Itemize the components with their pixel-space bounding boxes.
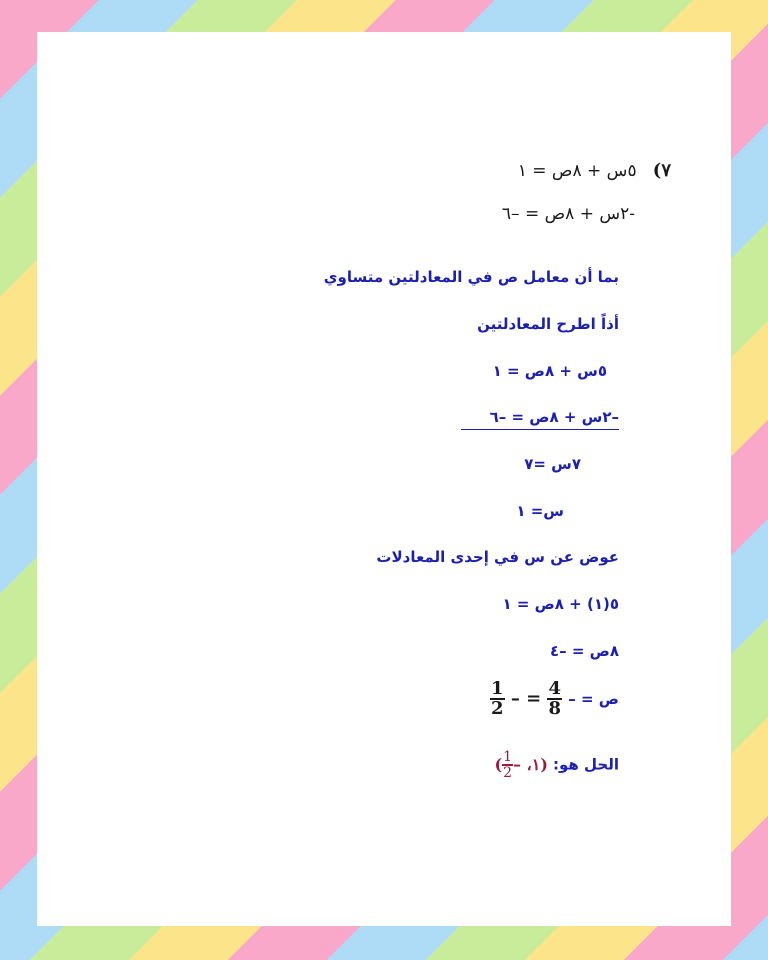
solution-fraction-row: [490, 680, 619, 718]
fraction-denominator: 2: [491, 698, 504, 719]
solution-equation-b: –٢س + ٨ص = –٦: [461, 408, 619, 430]
fraction-lhs: ص = –: [568, 690, 619, 708]
answer-close: ): [494, 754, 503, 774]
worksheet-card: [37, 32, 731, 926]
answer-numerator: 1: [503, 749, 512, 765]
problem-equation-2: -٢س + ٨ص = –٦: [501, 204, 635, 224]
problem-eq1-row: [518, 160, 671, 181]
solution-step-1: ٧س =٧: [524, 455, 581, 473]
fraction-1-over-2: [490, 680, 505, 718]
answer-fraction: [502, 750, 513, 780]
solution-substitution: ٥(١) + ٨ص = ١: [502, 595, 619, 613]
fraction-numerator: 1: [491, 678, 504, 699]
fraction-minus: –: [510, 688, 520, 709]
answer-value: [494, 749, 548, 781]
solution-step-3: ٨ص = –٤: [549, 642, 619, 660]
solution-equation-a: ٥س + ٨ص = ١: [492, 362, 607, 380]
fraction-numerator: 4: [548, 678, 562, 699]
fraction-4-over-8: [547, 680, 562, 718]
solution-line-2: أذاً اطرح المعادلتين: [477, 315, 619, 333]
fraction-equals: =: [526, 688, 542, 709]
solution-line-3: عوض عن س في إحدى المعادلات: [376, 548, 619, 566]
answer-denominator: 2: [503, 765, 512, 781]
answer-label: الحل هو:: [553, 755, 619, 774]
problem-number: ٧): [652, 160, 671, 181]
solution-line-1: بما أن معامل ص في المعادلتين متساوي: [323, 268, 619, 286]
problem-equation-1: ٥س + ٨ص = ١: [517, 161, 637, 181]
answer-open: (١، –: [513, 754, 548, 774]
solution-answer-row: [495, 750, 620, 780]
solution-step-2: س= ١: [516, 502, 564, 520]
fraction-denominator: 8: [548, 698, 562, 719]
